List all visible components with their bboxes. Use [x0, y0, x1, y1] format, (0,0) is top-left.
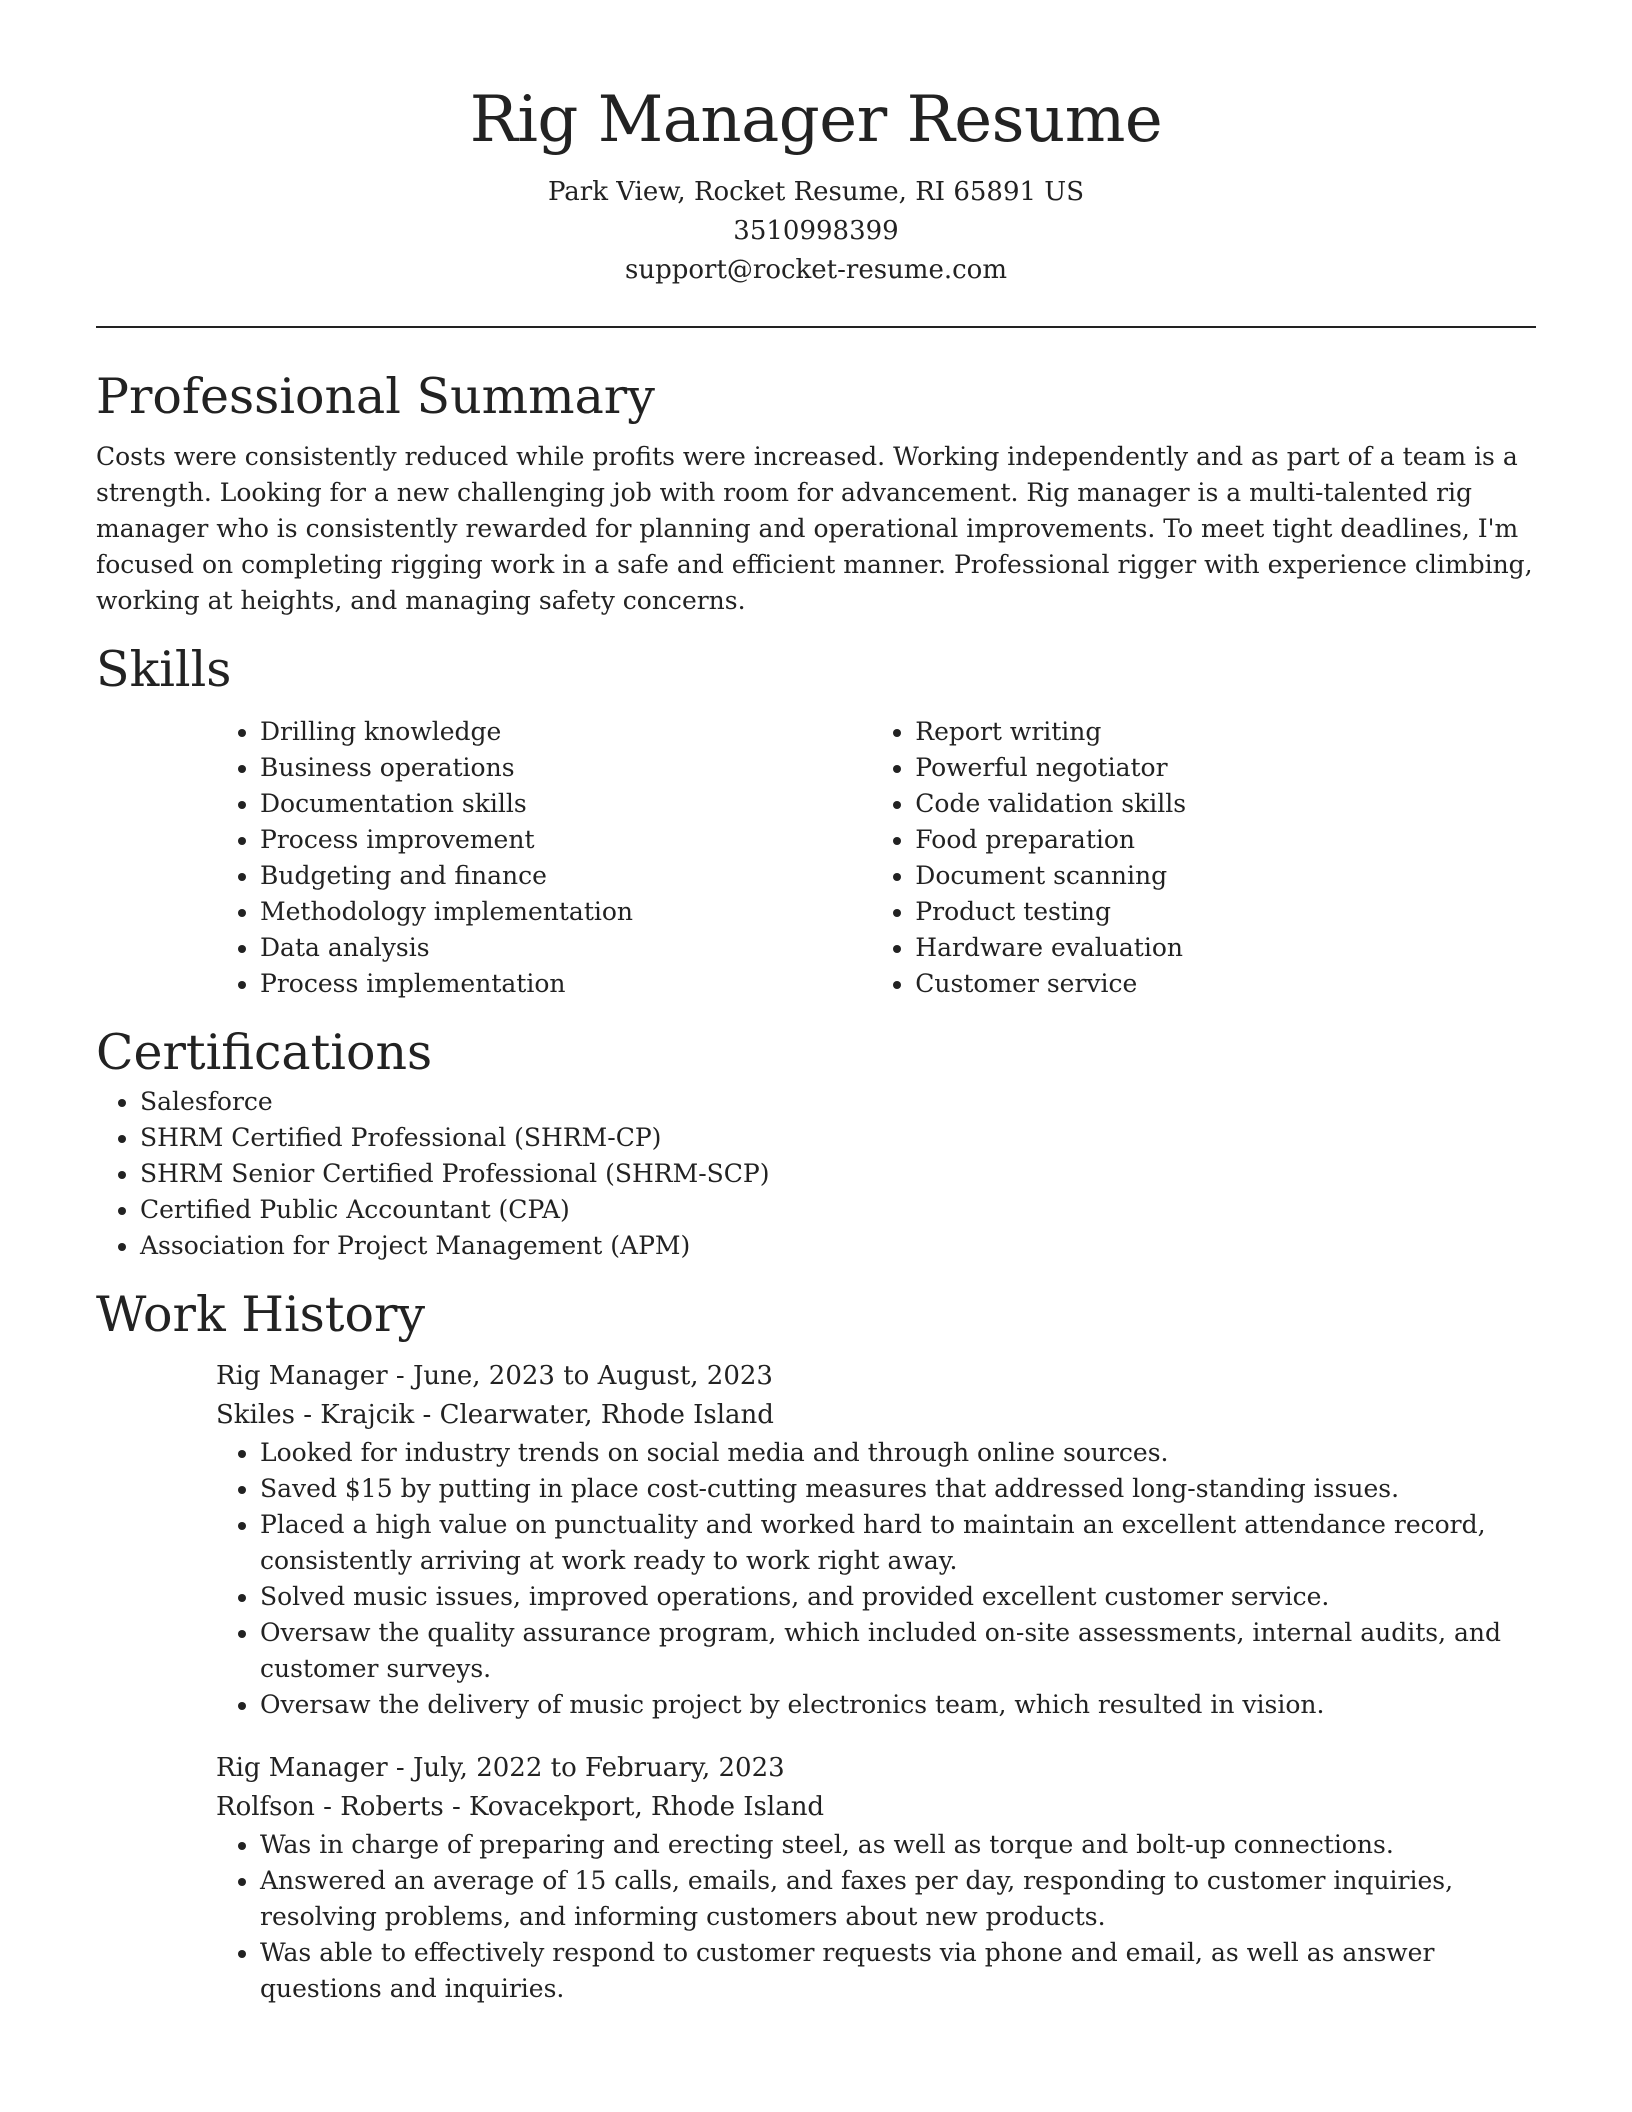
resume-header [96, 0, 1536, 290]
certification-item: • Certified Public Accountant (CPA) [140, 1192, 1536, 1228]
job-bullet: • Solved music issues, improved operations, and provided excellent customer service. [260, 1579, 1536, 1615]
skill-item: • Hardware evaluation [915, 930, 1536, 966]
skills-columns [216, 714, 1536, 1002]
certifications-list [96, 1084, 1536, 1264]
skills-list-left [216, 714, 871, 1002]
contact-phone: 3510998399 [733, 215, 899, 246]
skill-item: • Customer service [915, 966, 1536, 1002]
job-role-dates: Rig Manager - June, 2023 to August, 2023 [216, 1360, 773, 1391]
resume-title: Rig Manager Resume [469, 83, 1163, 157]
skill-item: • Product testing [915, 894, 1536, 930]
certification-item: • SHRM Certified Professional (SHRM-CP) [140, 1120, 1536, 1156]
certification-item: • Association for Project Management (APM) [140, 1228, 1536, 1264]
skill-item: • Methodology implementation [260, 894, 871, 930]
skill-item: • Document scanning [915, 858, 1536, 894]
resume-page [96, 0, 1536, 2007]
skill-item: • Process improvement [260, 822, 871, 858]
contact-address: Park View, Rocket Resume, RI 65891 US [547, 176, 1085, 207]
certification-item: • Salesforce [140, 1084, 1536, 1120]
skill-item: • Drilling knowledge [260, 714, 871, 750]
skill-item: • Food preparation [915, 822, 1536, 858]
job-bullet: • Saved $15 by putting in place cost-cutting measures that addressed long-standing issues. [260, 1471, 1536, 1507]
job-bullet: • Placed a high value on punctuality and worked hard to maintain an excellent attendance record, consistently arriving at work ready to work right away. [260, 1507, 1536, 1579]
job-bullet: • Answered an average of 15 calls, emails, and faxes per day, responding to customer inquiries, resolving problems, and informing customers about new products. [260, 1863, 1536, 1935]
work-history-section [96, 1284, 1536, 2007]
job-bullet: • Looked for industry trends on social media and through online sources. [260, 1435, 1536, 1471]
header-divider [96, 326, 1536, 328]
skill-item: • Powerful negotiator [915, 750, 1536, 786]
certifications-section [96, 1022, 1536, 1263]
job-bullet: • Was able to effectively respond to customer requests via phone and email, as well as answer questions and inquiries. [260, 1935, 1536, 2007]
skills-list-right [871, 714, 1536, 1002]
skill-item: • Business operations [260, 750, 871, 786]
job-bullet: • Oversaw the delivery of music project by electronics team, which resulted in vision. [260, 1687, 1536, 1723]
skills-heading: Skills [96, 641, 232, 699]
summary-text: Costs were consistently reduced while profits were increased. Working independently and as part of a team is a strength. Looking for a new challenging job with room for advancement. Rig manager is a multi-talented rig manager who is consistently rewarded for planning and operational improvements. To meet tight deadlines, I'm focused on completing rigging work in a safe and efficient manner. Professional rigger with experience climbing, working at heights, and managing safety concerns. [96, 442, 1533, 616]
job-entry [216, 1749, 1536, 2007]
skill-item: • Report writing [915, 714, 1536, 750]
contact-email: support@rocket-resume.com [624, 254, 1007, 285]
certification-item: • SHRM Senior Certified Professional (SHRM-SCP) [140, 1156, 1536, 1192]
skill-item: • Documentation skills [260, 786, 871, 822]
summary-section [96, 366, 1536, 619]
summary-heading: Professional Summary [96, 367, 655, 425]
job-company-location: Skiles - Krajcik - Clearwater, Rhode Island [216, 1399, 774, 1430]
job-bullet: • Was in charge of preparing and erecting steel, as well as torque and bolt-up connections. [260, 1827, 1536, 1863]
skill-item: • Data analysis [260, 930, 871, 966]
job-company-location: Rolfson - Roberts - Kovacekport, Rhode Island [216, 1791, 825, 1822]
job-bullet: • Oversaw the quality assurance program, which included on-site assessments, internal audits, and customer surveys. [260, 1615, 1536, 1687]
skill-item: • Process implementation [260, 966, 871, 1002]
work-history-heading: Work History [96, 1285, 426, 1343]
skill-item: • Budgeting and finance [260, 858, 871, 894]
job-role-dates: Rig Manager - July, 2022 to February, 2023 [216, 1752, 785, 1783]
skills-section [96, 639, 1536, 1002]
contact-info [96, 173, 1536, 290]
job-bullets [216, 1827, 1536, 2007]
job-bullets [216, 1435, 1536, 1723]
certifications-heading: Certifications [96, 1024, 433, 1082]
skill-item: • Code validation skills [915, 786, 1536, 822]
job-entry [216, 1357, 1536, 1723]
